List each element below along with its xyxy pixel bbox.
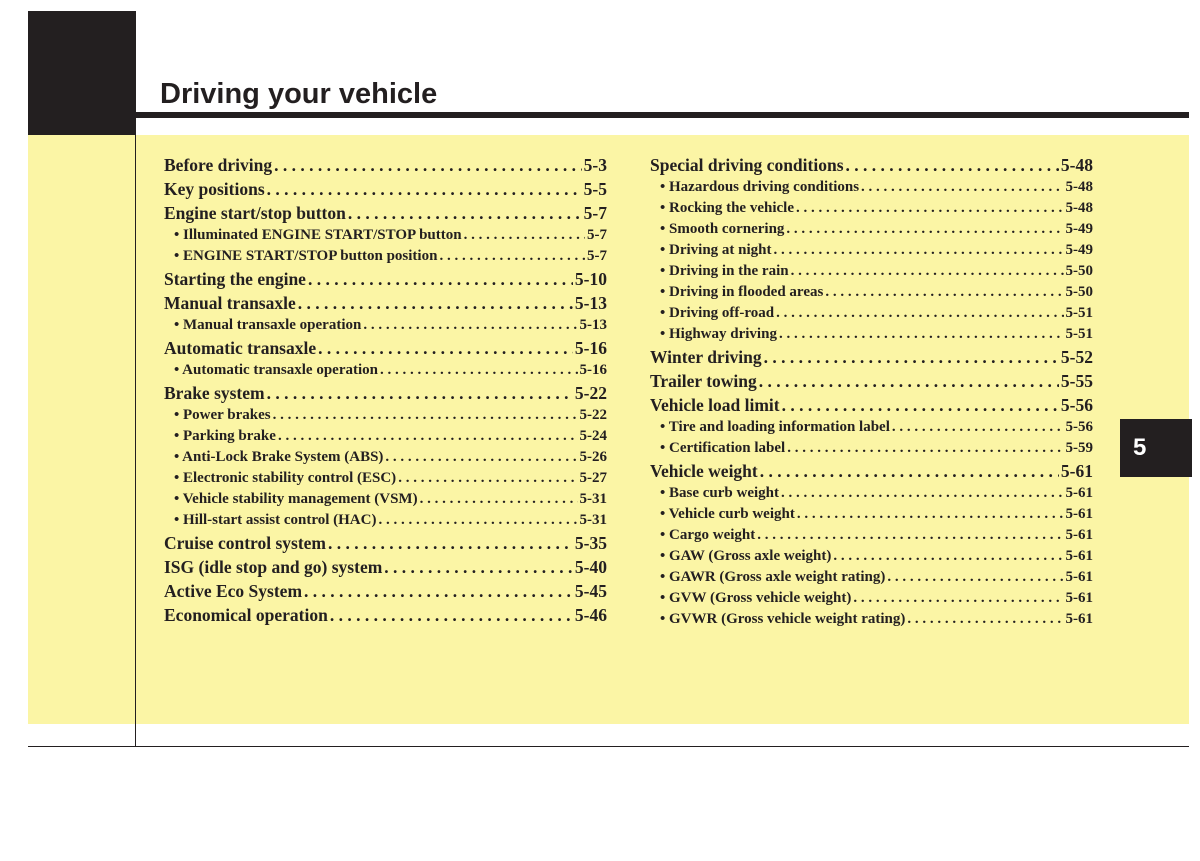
toc-entry-label: • Tire and loading information label (660, 419, 890, 435)
header-black-block (28, 11, 136, 135)
toc-entry[interactable] (650, 369, 1093, 393)
toc-entry-label: • Rocking the vehicle (660, 200, 794, 216)
toc-dot-leader (825, 282, 1063, 303)
toc-subentry[interactable] (650, 504, 1093, 525)
toc-entry-label: • Automatic transaxle operation (174, 362, 378, 378)
toc-dot-leader (782, 393, 1059, 417)
toc-subentry[interactable] (650, 324, 1093, 345)
toc-page-number: 5-48 (1065, 179, 1093, 195)
toc-subentry[interactable] (650, 177, 1093, 198)
toc-dot-leader (267, 177, 582, 201)
toc-subentry[interactable] (164, 510, 607, 531)
toc-entry[interactable] (650, 345, 1093, 369)
toc-page-number: 5-61 (1065, 506, 1093, 522)
toc-page-number: 5-46 (574, 605, 607, 625)
toc-dot-leader (796, 198, 1064, 219)
toc-entry-label: ISG (idle stop and go) system (164, 557, 383, 577)
toc-page-number: 5-3 (583, 155, 607, 175)
toc-dot-leader (304, 579, 573, 603)
toc-entry-label: • GVW (Gross vehicle weight) (660, 590, 852, 606)
toc-entry-label: • Driving in the rain (660, 263, 789, 279)
toc-entry-label: Vehicle load limit (650, 395, 780, 415)
toc-entry-label: Automatic transaxle (164, 338, 317, 358)
toc-entry-label: • Anti-Lock Brake System (ABS) (174, 449, 384, 465)
toc-page-number: 5-48 (1065, 200, 1093, 216)
toc-dot-leader (298, 291, 573, 315)
toc-entry-label: Trailer towing (650, 371, 757, 391)
toc-entry[interactable] (164, 153, 607, 177)
toc-page-number: 5-50 (1065, 263, 1093, 279)
toc-dot-leader (330, 603, 573, 627)
toc-entry[interactable] (164, 381, 607, 405)
toc-dot-leader (384, 555, 573, 579)
toc-page-number: 5-27 (579, 470, 607, 486)
toc-subentry[interactable] (164, 225, 607, 246)
toc-dot-leader (764, 345, 1059, 369)
toc-dot-leader (385, 447, 577, 468)
toc-dot-leader (853, 588, 1063, 609)
toc-page-number: 5-51 (1065, 305, 1093, 321)
toc-subentry[interactable] (164, 468, 607, 489)
toc-entry[interactable] (164, 555, 607, 579)
toc-dot-leader (378, 510, 577, 531)
toc-entry-label: • ENGINE START/STOP button position (174, 248, 438, 264)
toc-page-number: 5-52 (1060, 347, 1093, 367)
margin-vertical-rule (135, 135, 136, 747)
toc-page-number: 5-7 (587, 227, 607, 243)
toc-entry[interactable] (164, 603, 607, 627)
toc-entry-label: • GAW (Gross axle weight) (660, 548, 832, 564)
toc-entry-label: • GVWR (Gross vehicle weight rating) (660, 611, 906, 627)
toc-dot-leader (380, 360, 578, 381)
toc-entry-label: • Parking brake (174, 428, 276, 444)
toc-entry-label: • GAWR (Gross axle weight rating) (660, 569, 886, 585)
toc-dot-leader (907, 609, 1063, 630)
toc-dot-leader (398, 468, 577, 489)
toc-entry-label: • Illuminated ENGINE START/STOP button (174, 227, 462, 243)
toc-entry-label: Economical operation (164, 605, 328, 625)
toc-page-number: 5-40 (574, 557, 607, 577)
toc-entry-label: • Hill-start assist control (HAC) (174, 512, 377, 528)
toc-dot-leader (267, 381, 573, 405)
toc-subentry[interactable] (650, 240, 1093, 261)
toc-dot-leader (892, 417, 1064, 438)
toc-page-number: 5-50 (1065, 284, 1093, 300)
toc-subentry[interactable] (650, 438, 1093, 459)
toc-entry-label: Key positions (164, 179, 265, 199)
toc-entry-label: • Driving at night (660, 242, 772, 258)
toc-page-number: 5-61 (1065, 485, 1093, 501)
toc-entry[interactable] (164, 291, 607, 315)
page-title: Driving your vehicle (160, 78, 438, 110)
toc-dot-leader (278, 426, 578, 447)
toc-dot-leader (791, 261, 1064, 282)
toc-page-number: 5-56 (1065, 419, 1093, 435)
toc-entry-label: Active Eco System (164, 581, 303, 601)
toc-page-number: 5-49 (1065, 242, 1093, 258)
toc-dot-leader (439, 246, 585, 267)
toc-page-number: 5-22 (579, 407, 607, 423)
toc-entry[interactable] (650, 459, 1093, 483)
toc-subentry[interactable] (164, 360, 607, 381)
toc-subentry[interactable] (650, 483, 1093, 504)
toc-entry[interactable] (164, 336, 607, 360)
toc-entry[interactable] (650, 393, 1093, 417)
toc-page-number: 5-13 (579, 317, 607, 333)
toc-page-number: 5-61 (1065, 527, 1093, 543)
toc-entry-label: • Smooth cornering (660, 221, 785, 237)
toc-entry[interactable] (164, 579, 607, 603)
toc-entry-label: Brake system (164, 383, 265, 403)
toc-page-number: 5-61 (1065, 569, 1093, 585)
toc-page-number: 5-7 (587, 248, 607, 264)
toc-entry-label: Before driving (164, 155, 273, 175)
toc-entry-label: • Highway driving (660, 326, 777, 342)
toc-page-number: 5-22 (574, 383, 607, 403)
toc-page-number: 5-7 (583, 203, 607, 223)
toc-entry[interactable] (164, 531, 607, 555)
bottom-rule (28, 746, 1189, 747)
toc-entry-label: • Certification label (660, 440, 786, 456)
toc-dot-leader (273, 405, 578, 426)
toc-page-number: 5-55 (1060, 371, 1093, 391)
toc-subentry[interactable] (650, 525, 1093, 546)
toc-page-number: 5-5 (583, 179, 607, 199)
toc-page-number: 5-49 (1065, 221, 1093, 237)
toc-dot-leader (420, 489, 578, 510)
toc-page-number: 5-61 (1065, 548, 1093, 564)
toc-entry-label: Winter driving (650, 347, 762, 367)
toc-dot-leader (760, 459, 1059, 483)
toc-dot-leader (348, 201, 582, 225)
toc-dot-leader (308, 267, 573, 291)
toc-entry[interactable] (164, 267, 607, 291)
toc-dot-leader (328, 531, 573, 555)
toc-dot-leader (776, 303, 1063, 324)
toc-dot-leader (797, 504, 1064, 525)
toc-dot-leader (464, 225, 585, 246)
toc-entry-label: • Electronic stability control (ESC) (174, 470, 397, 486)
toc-dot-leader (787, 438, 1063, 459)
toc-entry-label: Cruise control system (164, 533, 327, 553)
toc-subentry[interactable] (650, 219, 1093, 240)
toc-entry-label: • Base curb weight (660, 485, 779, 501)
toc-page-number: 5-35 (574, 533, 607, 553)
toc-subentry[interactable] (650, 261, 1093, 282)
toc-page-number: 5-10 (574, 269, 607, 289)
toc-dot-leader (779, 324, 1064, 345)
toc-entry[interactable] (164, 201, 607, 225)
toc-subentry[interactable] (650, 609, 1093, 630)
toc-entry-label: Manual transaxle (164, 293, 296, 313)
toc-dot-leader (786, 219, 1063, 240)
toc-column-right (650, 153, 1093, 630)
toc-page-number: 5-16 (579, 362, 607, 378)
toc-dot-leader (861, 177, 1063, 198)
toc-subentry[interactable] (164, 426, 607, 447)
toc-subentry[interactable] (164, 489, 607, 510)
toc-page-number: 5-61 (1065, 590, 1093, 606)
toc-subentry[interactable] (164, 246, 607, 267)
toc-entry-label: • Hazardous driving conditions (660, 179, 860, 195)
toc-page-number: 5-31 (579, 491, 607, 507)
toc-dot-leader (846, 153, 1059, 177)
toc-page-number: 5-24 (579, 428, 607, 444)
toc-subentry[interactable] (164, 315, 607, 336)
toc-subentry[interactable] (164, 447, 607, 468)
toc-entry-label: • Vehicle stability management (VSM) (174, 491, 418, 507)
toc-page-number: 5-26 (579, 449, 607, 465)
toc-page-number: 5-51 (1065, 326, 1093, 342)
toc-entry-label: • Driving in flooded areas (660, 284, 824, 300)
toc-subentry[interactable] (650, 303, 1093, 324)
toc-column-left (164, 153, 607, 627)
toc-entry[interactable] (650, 153, 1093, 177)
toc-subentry[interactable] (650, 198, 1093, 219)
toc-subentry[interactable] (650, 417, 1093, 438)
toc-page-number: 5-61 (1060, 461, 1093, 481)
toc-page-number: 5-61 (1065, 611, 1093, 627)
toc-dot-leader (363, 315, 577, 336)
toc-entry[interactable] (164, 177, 607, 201)
toc-entry-label: Vehicle weight (650, 461, 758, 481)
toc-dot-leader (781, 483, 1064, 504)
toc-page-number: 5-45 (574, 581, 607, 601)
toc-page-number: 5-59 (1065, 440, 1093, 456)
chapter-tab[interactable]: 5 (1120, 419, 1192, 477)
toc-dot-leader (274, 153, 582, 177)
toc-page-number: 5-13 (574, 293, 607, 313)
toc-dot-leader (887, 567, 1063, 588)
toc-entry-label: • Driving off-road (660, 305, 775, 321)
toc-page-number: 5-31 (579, 512, 607, 528)
toc-entry-label: Starting the engine (164, 269, 306, 289)
toc-dot-leader (318, 336, 573, 360)
toc-subentry[interactable] (164, 405, 607, 426)
toc-entry-label: • Power brakes (174, 407, 271, 423)
toc-subentry[interactable] (650, 567, 1093, 588)
toc-entry-label: • Cargo weight (660, 527, 756, 543)
toc-entry-label: Special driving conditions (650, 155, 844, 175)
toc-subentry[interactable] (650, 282, 1093, 303)
toc-entry-label: • Vehicle curb weight (660, 506, 795, 522)
toc-entry-label: • Manual transaxle operation (174, 317, 362, 333)
toc-dot-leader (759, 369, 1059, 393)
toc-subentry[interactable] (650, 546, 1093, 567)
toc-page-number: 5-16 (574, 338, 607, 358)
toc-dot-leader (757, 525, 1063, 546)
toc-subentry[interactable] (650, 588, 1093, 609)
toc-entry-label: Engine start/stop button (164, 203, 346, 223)
toc-dot-leader (833, 546, 1063, 567)
toc-dot-leader (774, 240, 1064, 261)
toc-page-number: 5-48 (1060, 155, 1093, 175)
toc-page-number: 5-56 (1060, 395, 1093, 415)
